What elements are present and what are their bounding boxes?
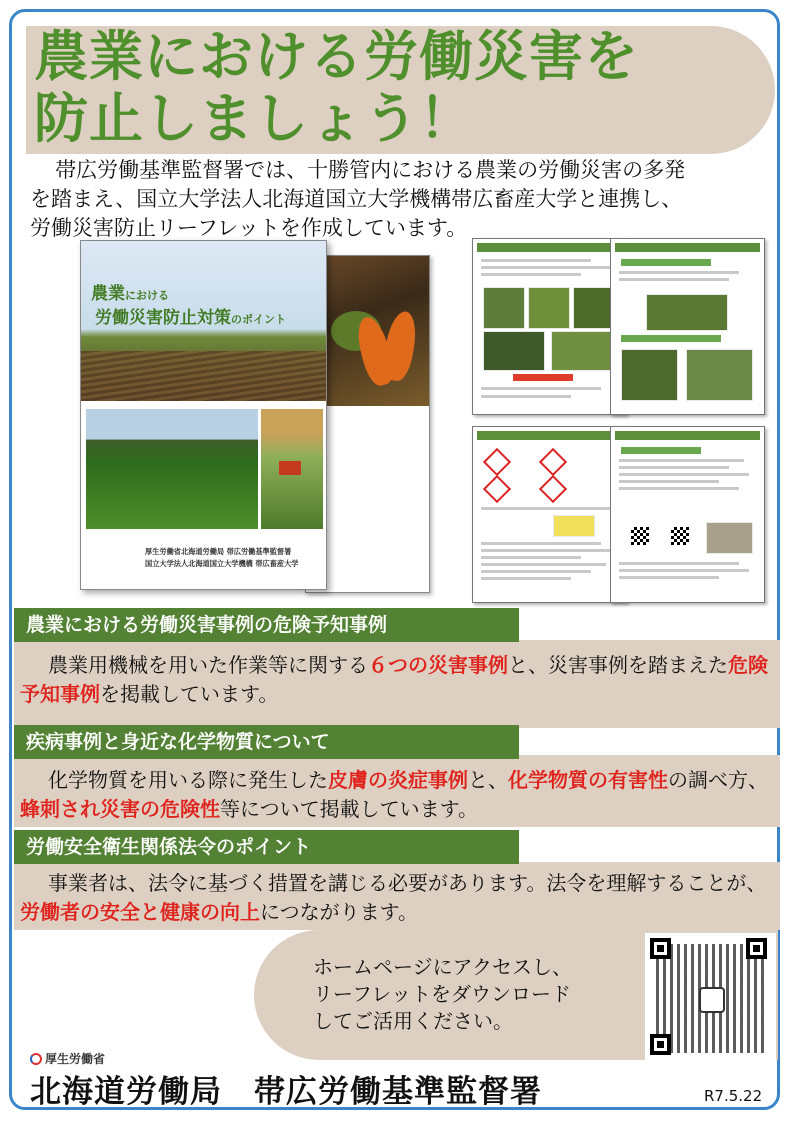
highlight: 皮膚の炎症事例	[328, 768, 468, 792]
title-line-1: 農業における労働災害を	[34, 25, 639, 88]
cover-title-main: 労働災害防止対策のポイント	[95, 308, 286, 328]
office-name: 北海道労働局 帯広労働基準監督署	[30, 1074, 542, 1110]
highlight: 危険予知事例	[20, 653, 768, 706]
page-title	[34, 26, 639, 150]
farm-field-photo	[86, 409, 258, 529]
leaflet-page-thumbnail	[610, 238, 765, 415]
ministry-logo: 厚生労働省	[30, 1050, 105, 1067]
section-1-heading: 農業における労働災害事例の危険予知事例	[14, 608, 519, 642]
intro-line-1: 帯広労働基準監督署では、十勝管内における農業の労働災害の多発	[55, 158, 686, 182]
intro-line-2: を踏まえ、国立大学法人北海道国立大学機構帯広畜産大学と連携し、	[30, 187, 683, 211]
cover-publishers: 厚生労働省北海道労働局 帯広労働基準監督署 国立大学法人北海道国立大学機構 帯広畜産大学	[145, 547, 299, 568]
ministry-emblem-icon	[30, 1053, 42, 1065]
highlight: 蜂刺され災害の危険性	[20, 797, 220, 821]
qr-center-logo	[699, 987, 725, 1013]
highlight: ６つの災害事例	[368, 653, 508, 677]
cover-title-top: 農業における	[91, 284, 169, 304]
tractor-photo	[261, 409, 323, 529]
booklet-cover	[80, 240, 327, 590]
section-3-heading: 労働安全衛生関係法令のポイント	[14, 830, 519, 864]
highlight: 労働者の安全と健康の向上	[20, 900, 260, 924]
section-2-text: 化学物質を用いる際に発生した皮膚の炎症事例と、化学物質の有害性の調べ方、蜂刺され災害の危険性等について掲載しています。	[20, 768, 768, 821]
publish-date: R7.5.22	[704, 1087, 763, 1105]
qr-code[interactable]	[645, 933, 776, 1064]
section-1-text: 農業用機械を用いた作業等に関する６つの災害事例と、災害事例を踏まえた危険予知事例を掲載しています。	[20, 653, 768, 706]
homepage-text: ホームページにアクセスし、 リーフレットをダウンロード してご活用ください。	[313, 955, 572, 1033]
leaflet-page-thumbnail	[610, 426, 765, 603]
leaflet-page-thumbnail	[472, 238, 627, 415]
highlight: 化学物質の有害性	[508, 768, 668, 792]
leaflet-page-thumbnail	[472, 426, 627, 603]
intro-paragraph	[30, 156, 760, 243]
section-3-text: 事業者は、法令に基づく措置を講じる必要があります。法令を理解することが、労働者の安全と健康の向上につながります。	[20, 871, 767, 924]
title-line-2: 防止しましょう！	[34, 87, 474, 150]
section-2-heading: 疾病事例と身近な化学物質について	[14, 725, 519, 759]
intro-line-3: 労働災害防止リーフレットを作成しています。	[30, 216, 468, 240]
